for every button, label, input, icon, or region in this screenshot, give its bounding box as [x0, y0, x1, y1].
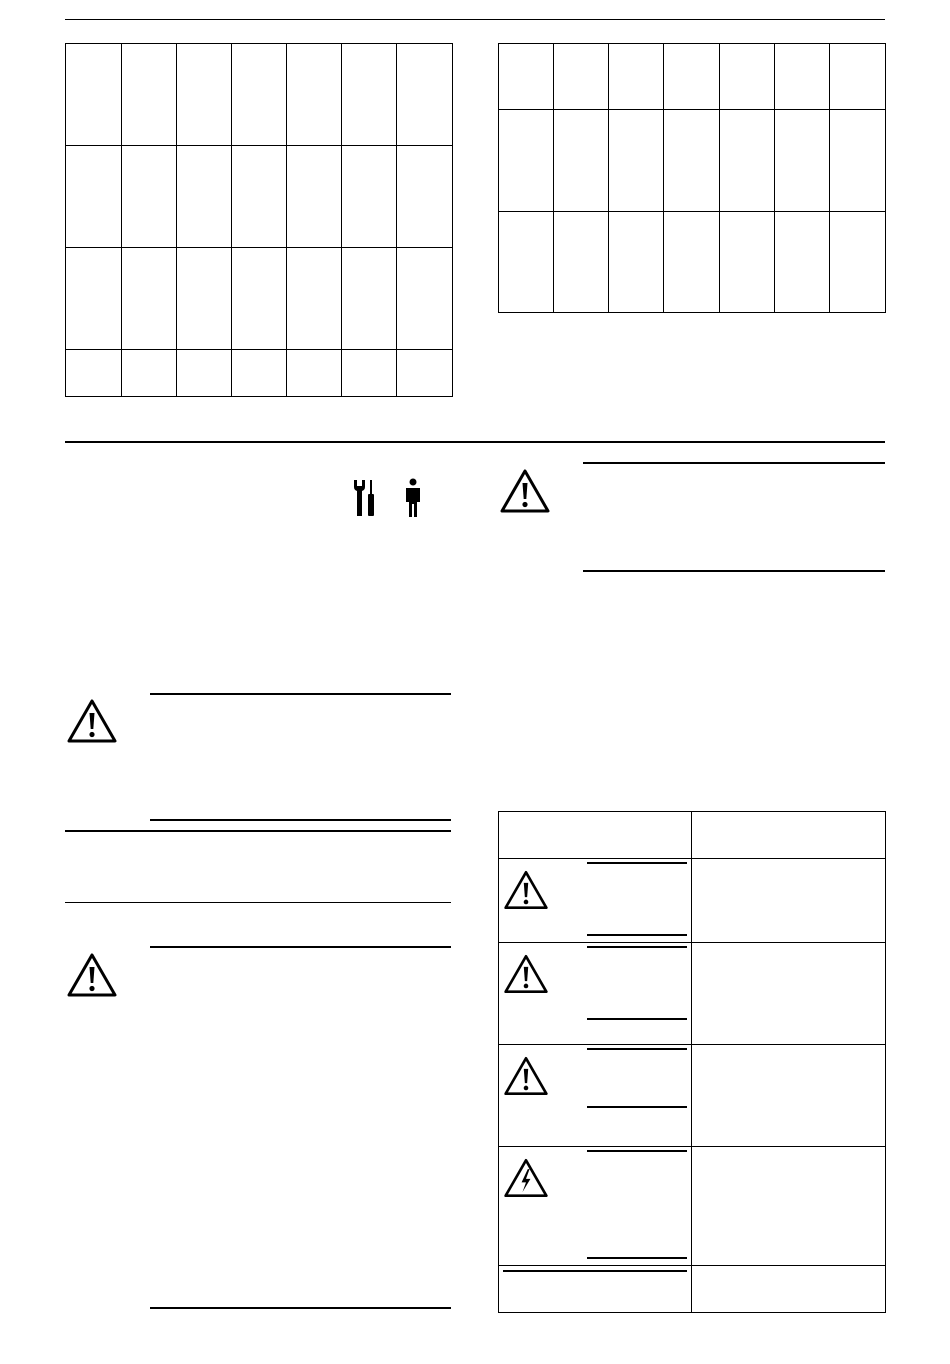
symbol-cell — [499, 1147, 692, 1266]
table-cell — [232, 44, 287, 146]
table-row — [499, 212, 886, 313]
table-row — [499, 1266, 886, 1313]
table-row — [499, 44, 886, 110]
table-cell — [177, 248, 232, 350]
warning-top-rule — [150, 946, 451, 948]
symbol-description — [692, 1045, 886, 1147]
table-cell — [720, 212, 775, 313]
table-row — [499, 859, 886, 943]
symbol-bottom-rule — [587, 1257, 687, 1259]
warning-bottom-rule — [583, 570, 885, 572]
warning-triangle-icon — [66, 698, 118, 744]
table-row — [499, 943, 886, 1045]
symbol-legend-table — [498, 811, 886, 1313]
symbol-top-rule — [587, 946, 687, 948]
table-cell — [609, 44, 664, 110]
table-cell — [287, 350, 342, 397]
symbol-top-rule — [587, 862, 687, 864]
table-header-cell — [499, 812, 692, 859]
symbol-cell — [499, 943, 692, 1045]
electric-hazard-icon — [503, 1155, 549, 1201]
table-cell — [664, 44, 720, 110]
table-cell — [177, 146, 232, 248]
table-row — [66, 350, 453, 397]
symbol-description — [692, 859, 886, 943]
table-cell — [342, 248, 397, 350]
table-cell — [397, 350, 453, 397]
table-cell — [830, 212, 886, 313]
warning-triangle-icon — [503, 951, 549, 997]
warning-triangle-icon — [503, 1053, 549, 1099]
symbol-bottom-rule — [587, 934, 687, 936]
warning-triangle-icon — [503, 867, 549, 913]
table-cell — [122, 44, 177, 146]
person-icon — [403, 478, 423, 518]
symbol-bottom-rule — [587, 1018, 687, 1020]
table-cell — [664, 212, 720, 313]
section-rule — [65, 441, 885, 443]
table-cell — [66, 350, 122, 397]
note-bottom-rule — [65, 902, 451, 903]
table-cell — [554, 44, 609, 110]
table-cell — [342, 44, 397, 146]
table-cell — [232, 146, 287, 248]
table-cell — [720, 44, 775, 110]
left-data-table — [65, 43, 453, 397]
table-cell — [122, 350, 177, 397]
table-cell — [609, 212, 664, 313]
table-cell — [342, 350, 397, 397]
table-header-row — [499, 812, 886, 859]
table-cell — [499, 44, 554, 110]
symbol-description — [692, 1266, 886, 1313]
symbol-bottom-rule — [587, 1106, 687, 1108]
warning-bottom-rule — [150, 1307, 451, 1309]
table-cell — [720, 110, 775, 212]
table-row — [66, 44, 453, 146]
table-cell — [499, 110, 554, 212]
table-row — [499, 1045, 886, 1147]
table-cell — [397, 146, 453, 248]
table-cell — [775, 44, 830, 110]
table-cell — [122, 146, 177, 248]
table-cell — [609, 110, 664, 212]
table-row — [66, 248, 453, 350]
table-row — [499, 110, 886, 212]
table-cell — [66, 248, 122, 350]
warning-bottom-rule — [150, 819, 451, 821]
symbol-description — [692, 943, 886, 1045]
table-cell — [177, 350, 232, 397]
table-row — [66, 146, 453, 248]
symbol-cell — [499, 1045, 692, 1147]
table-cell — [830, 110, 886, 212]
table-cell — [66, 146, 122, 248]
warning-triangle-icon — [499, 468, 551, 514]
table-cell — [397, 44, 453, 146]
note-top-rule — [65, 830, 451, 832]
symbol-cell — [499, 1266, 692, 1313]
symbol-top-rule — [587, 1150, 687, 1152]
symbol-description — [692, 1147, 886, 1266]
table-cell — [287, 44, 342, 146]
symbol-top-rule — [587, 1048, 687, 1050]
table-cell — [177, 44, 232, 146]
warning-top-rule — [583, 462, 885, 464]
warning-top-rule — [150, 693, 451, 695]
table-cell — [342, 146, 397, 248]
symbol-top-rule — [503, 1270, 687, 1272]
table-cell — [122, 248, 177, 350]
table-cell — [287, 248, 342, 350]
right-data-table — [498, 43, 886, 313]
table-cell — [554, 110, 609, 212]
table-row — [499, 1147, 886, 1266]
table-cell — [775, 110, 830, 212]
table-cell — [664, 110, 720, 212]
table-cell — [830, 44, 886, 110]
table-cell — [232, 248, 287, 350]
table-cell — [554, 212, 609, 313]
wrench-screwdriver-icon — [352, 478, 378, 518]
table-cell — [775, 212, 830, 313]
table-header-cell — [692, 812, 886, 859]
symbol-cell — [499, 859, 692, 943]
table-cell — [232, 350, 287, 397]
table-cell — [499, 212, 554, 313]
table-cell — [66, 44, 122, 146]
warning-triangle-icon — [66, 952, 118, 998]
table-cell — [287, 146, 342, 248]
table-cell — [397, 248, 453, 350]
header-rule — [65, 19, 885, 20]
